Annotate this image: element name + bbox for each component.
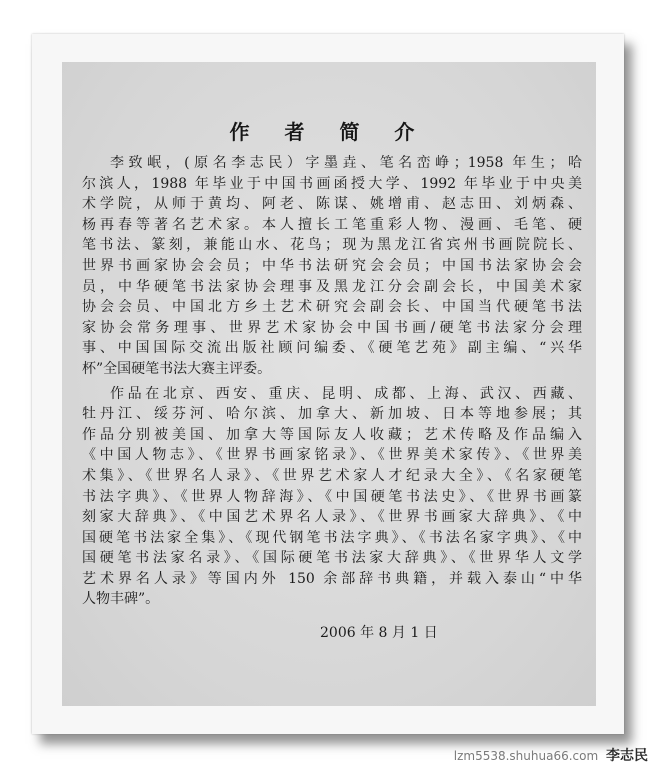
watermark (454, 746, 648, 766)
document-title: 作 者 简 介 (229, 120, 429, 144)
watermark-author: 李志民 (606, 748, 648, 764)
text-line: 人物丰碑”。 (82, 591, 160, 608)
paragraph-works (82, 384, 582, 611)
text-line: 刻家大辞典》、《中国艺术界名人录》、《世界书画家大辞典》、《中 (82, 509, 582, 526)
text-line: 世界书画家协会会员；中华书法研究会会员；中国书法家协会会 (82, 257, 582, 274)
text-line: 书法字典》、《世界人物辞海》、《中国硬笔书法史》、《世界书画篆 (82, 488, 582, 505)
text-line: 尔滨人，1988 年毕业于中国书画函授大学、1992 年毕业于中央美 (82, 175, 582, 192)
text-line: 作品在北京、西安、重庆、昆明、成都、上海、武汉、西藏、 (110, 385, 582, 402)
text-line: 李致岷，(原名李志民）字墨垚、笔名峦峥；1958 年生；哈 (110, 155, 582, 171)
watermark-site: lzm5538.shuhua66.com (453, 749, 599, 763)
text-line: 家协会常务理事、世界艺术家协会中国书画/硬笔书法家分会理 (82, 319, 582, 336)
text-line: 国硬笔书法家名录》、《国际硬笔书法家大辞典》、《世界华人文学 (82, 550, 582, 567)
text-line: 作品分别被美国、加拿大等国际友人收藏；艺术传略及作品编入 (82, 426, 582, 443)
text-line: 事、中国国际交流出版社顾问编委、《硬笔艺苑》副主编、“兴华 (82, 340, 582, 357)
text-line: 员，中华硬笔书法家协会理事及黑龙江分会副会长，中国美术家 (82, 278, 582, 295)
paragraph-biography (82, 153, 582, 380)
text-line: 艺术界名人录》等国内外 150 余部辞书典籍，并载入泰山“中华 (82, 570, 582, 587)
document-page (62, 62, 596, 706)
text-line: 牡丹江、绥芬河、哈尔滨、加拿大、新加坡、日本等地参展；其 (82, 406, 582, 423)
text-line: 杨再春等著名艺术家。本人擅长工笔重彩人物、漫画、毛笔、硬 (82, 216, 582, 233)
document-date: 2006 年 8 月 1 日 (320, 625, 438, 641)
text-line: 杯”全国硬笔书法大赛主评委。 (82, 360, 272, 377)
text-line: 协会会员、中国北方乡土艺术研究会副会长、中国当代硬笔书法 (82, 299, 582, 316)
text-line: 《中国人物志》、《世界书画家铭录》、《世界美术家传》、《世界美 (82, 447, 582, 464)
text-line: 笔书法、篆刻，兼能山水、花鸟；现为黑龙江省宾州书画院院长、 (82, 237, 582, 254)
text-line: 术集》、《世界名人录》、《世界艺术家人才纪录大全》、《名家硬笔 (82, 467, 582, 484)
text-line: 国硬笔书法家全集》、《现代钢笔书法字典》、《书法名家字典》、《中 (82, 529, 582, 546)
document-body (82, 153, 582, 610)
text-line: 术学院，从师于黄均、阿老、陈谋、姚增甫、赵志田、刘炳森、 (82, 196, 582, 213)
